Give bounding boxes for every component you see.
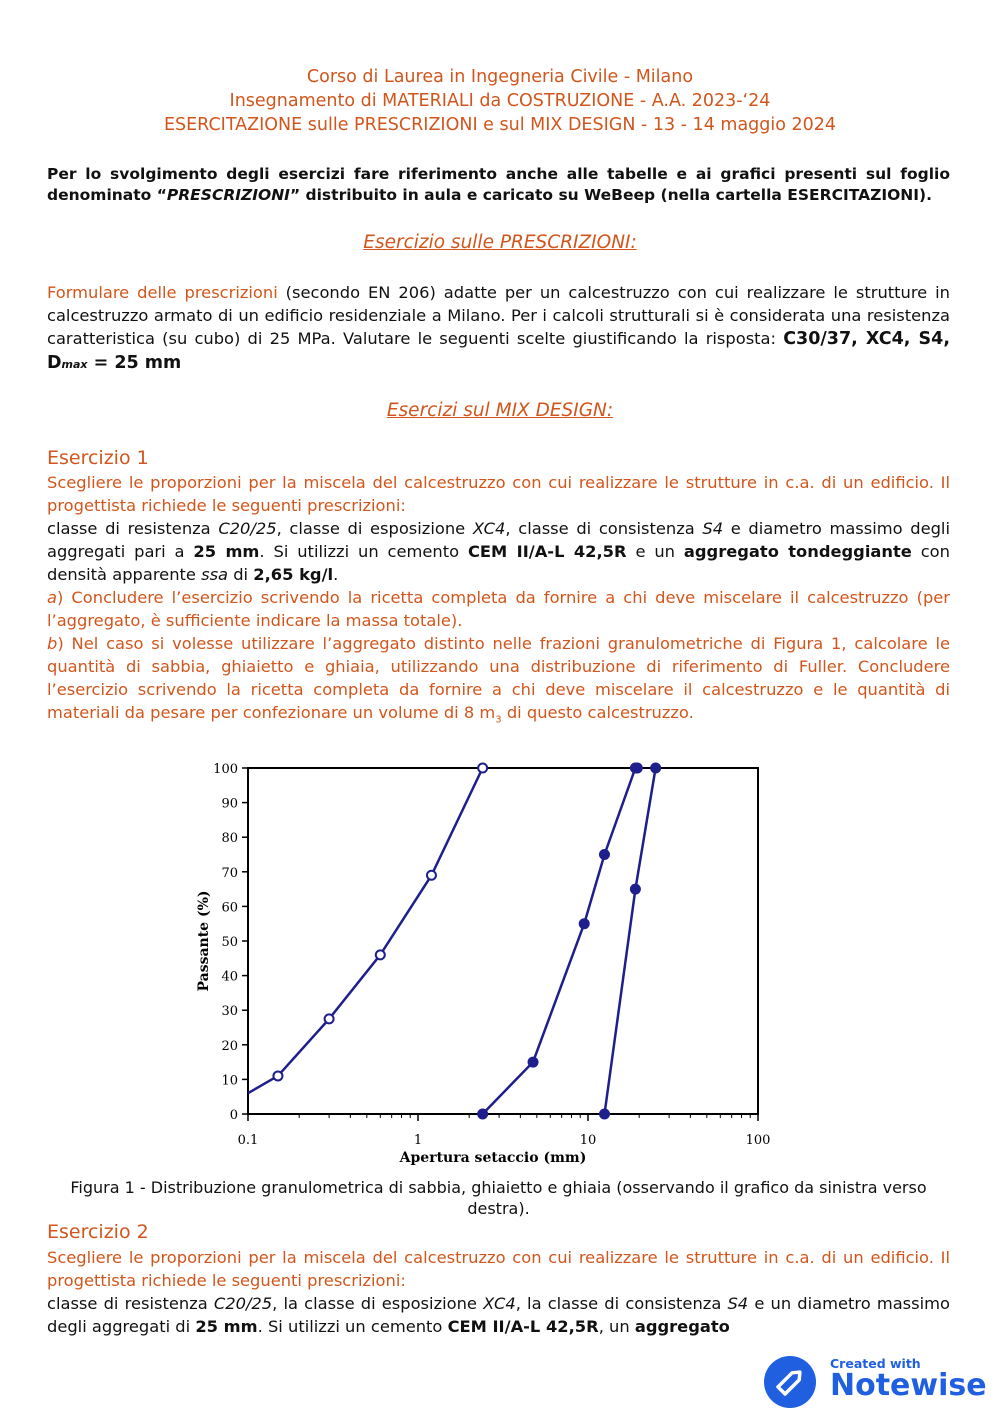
esercizio2-title: Esercizio 2: [47, 1221, 149, 1243]
y-tick-label: 0: [229, 1108, 238, 1123]
y-tick-label: 60: [221, 900, 238, 916]
series-1-point: [376, 950, 385, 959]
y-tick-label: 50: [221, 935, 238, 950]
prescrizioni-paragraph: Formulare delle prescrizioni (secondo EN 206) adatte per un calcestruzzo con cui realizzare le strutture in calcestruzzo armato di un edificio residenziale a Milano. Per i calcoli strutturali si è considerata una resistenza caratteristica (su cubo) di 25 MPa. Valutare le seguenti scelte giustificando la risposta: C30/37, XC4, S4, Dmax = 25 mm: [47, 283, 950, 373]
series-1-point: [427, 871, 436, 880]
exercise-title: ESERCITAZIONE sulle PRESCRIZIONI e sul MIX DESIGN - 13 - 14 maggio 2024: [163, 115, 837, 135]
y-tick-label: 100: [213, 762, 238, 777]
series-1-point: [478, 764, 487, 773]
logo-wordmark: Notewise: [830, 1368, 987, 1403]
logo-caption: Created with: [830, 1356, 921, 1371]
series-line-2: [483, 768, 638, 1114]
esercizio1-title: Esercizio 1: [47, 447, 149, 469]
y-tick-label: 40: [221, 969, 238, 985]
series-3-point: [631, 885, 640, 894]
y-tick-label: 30: [221, 1004, 238, 1020]
pen-icon: [764, 1356, 816, 1408]
series-1-point: [325, 1014, 334, 1023]
y-tick-label: 90: [221, 796, 238, 812]
y-tick-label: 20: [221, 1038, 238, 1054]
y-tick-label: 80: [221, 831, 238, 847]
plot-frame: [248, 768, 758, 1114]
section-title-mix-design: Esercizi sul MIX DESIGN:: [386, 400, 614, 421]
x-tick-label: 0.1: [237, 1133, 259, 1148]
y-tick-label: 10: [221, 1073, 238, 1089]
subject-title: Insegnamento di MATERIALI da COSTRUZIONE - A.A. 2023-‘24: [229, 91, 771, 111]
x-axis-label: Apertura setaccio (mm): [399, 1150, 587, 1166]
esercizio1-text: Scegliere le proporzioni per la miscela del calcestruzzo con cui realizzare le strutture in c.a. di un edificio. Il progettista richiede le seguenti prescrizioni: classe di resistenza C20/25, classe di esposizione XC4, classe di consistenza S4 e diametro massimo degli aggregati pari a 25 mm. Si utilizzi un cemento CEM II/A-L 42,5R e un aggregato tondeggiante con densità apparente ssa di 2,65 kg/l. a) Concludere l’esercizio scrivendo la ricetta completa da fornire a chi deve miscelare il calcestruzzo (per l’aggregato, è sufficiente indicare la massa totale). b) Nel caso si volesse utilizzare l’aggregato distinto nelle frazioni granulometriche di Figura 1, calcolare le quantità di sabbia, ghiaietto e ghiaia, utilizzando una distribuzione di riferimento di Fuller. Concludere l’esercizio scrivendo la ricetta completa da fornire a chi deve miscelare il calcestruzzo e le quantità di materiali da pesare per confezionare un volume di 8 $m_3$ di questo calcestruzzo.: [47, 473, 950, 726]
x-tick-label: 1: [413, 1133, 423, 1148]
intro-paragraph: Per lo svolgimento degli esercizi fare riferimento anche alle tabelle e ai grafici presenti sul foglio denominato “PRESCRIZIONI” distribuito in aula e caricato su WeBeep (nella cartella ESERCITAZIONI).: [47, 165, 950, 204]
series-2-point: [633, 764, 642, 773]
series-2-point: [580, 919, 589, 928]
notewise-logo: [764, 1354, 989, 1414]
series-3-point: [600, 1110, 609, 1119]
series-2-point: [600, 850, 609, 859]
series-2-point: [478, 1110, 487, 1119]
series-line-1: [248, 768, 483, 1093]
x-tick-label: 100: [745, 1133, 771, 1148]
series-1-point: [273, 1071, 282, 1080]
x-tick-label: 10: [579, 1133, 597, 1148]
series-3-point: [651, 764, 660, 773]
figure-caption: Figura 1 - Distribuzione granulometrica di sabbia, ghiaietto e ghiaia (osservando il grafico da sinistra verso destra).: [70, 1178, 927, 1218]
series-line-3: [605, 768, 656, 1114]
esercizio2-text: Scegliere le proporzioni per la miscela del calcestruzzo con cui realizzare le strutture in c.a. di un edificio. Il progettista richiede le seguenti prescrizioni: classe di resistenza C20/25, la classe di esposizione XC4, la classe di consistenza S4 e un diametro massimo degli aggregati di 25 mm. Si utilizzi un cemento CEM II/A-L 42,5R, un aggregato: [47, 1248, 950, 1336]
granulometric-chart: [190, 745, 790, 1173]
y-tick-label: 70: [221, 865, 238, 881]
course-title: Corso di Laurea in Ingegneria Civile - Milano: [306, 67, 694, 87]
y-axis-label: Passante (%): [196, 890, 212, 992]
section-title-prescrizioni: Esercizio sulle PRESCRIZIONI:: [363, 232, 637, 253]
series-2-point: [529, 1058, 538, 1067]
